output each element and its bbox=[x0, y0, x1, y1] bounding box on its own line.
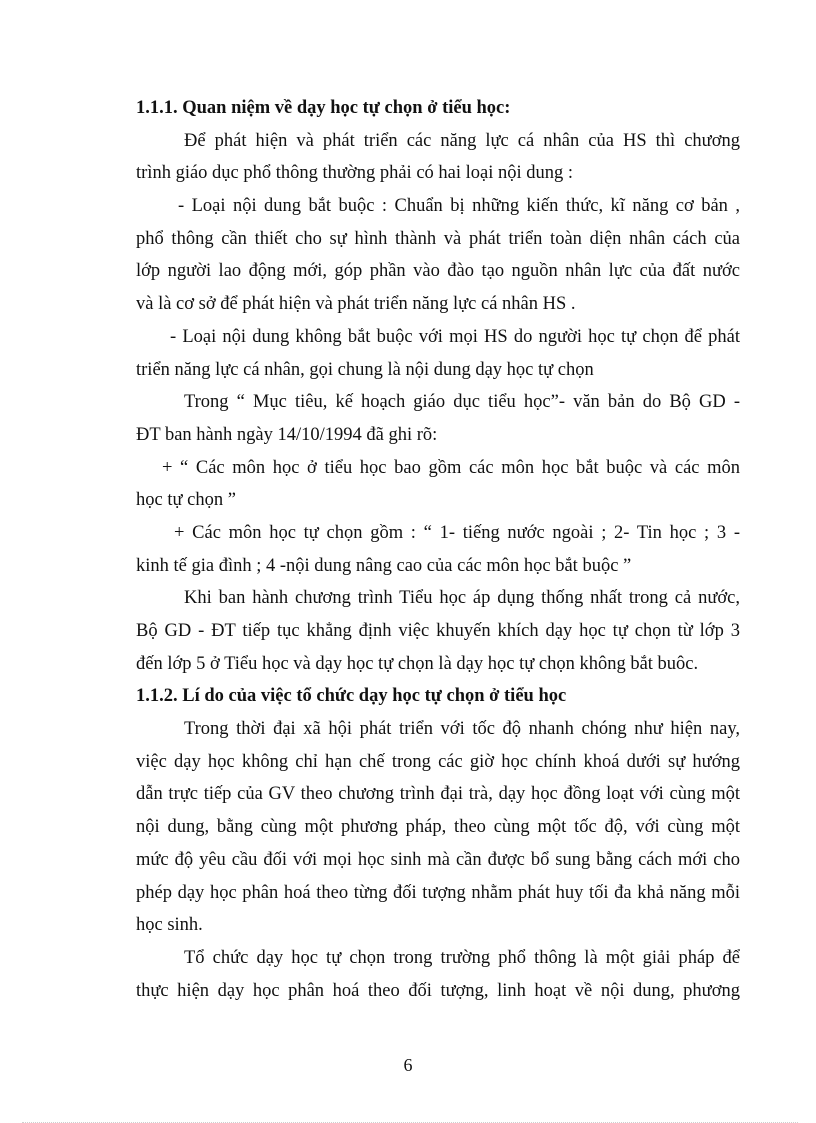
paragraph-line: Để phát hiện và phát triển các năng lực cá nhân của HS thì chương bbox=[184, 130, 740, 151]
paragraph-line: Trong thời đại xã hội phát triển với tốc độ nhanh chóng như hiện nay, bbox=[184, 719, 740, 740]
paragraph-line: Khi ban hành chương trình Tiểu học áp dụng thống nhất trong cả nước, bbox=[184, 588, 740, 609]
paragraph-line: triển năng lực cá nhân, gọi chung là nội dung dạy học tự chọn bbox=[136, 359, 594, 380]
list-item-line: - Loại nội dung không bắt buộc với mọi HS do người học tự chọn để phát bbox=[170, 326, 740, 347]
paragraph-line: học tự chọn ” bbox=[136, 490, 236, 511]
paragraph-line: Bộ GD - ĐT tiếp tục khẳng định việc khuyến khích dạy học tự chọn từ lớp 3 bbox=[136, 621, 740, 641]
paragraph-line: việc dạy học không chỉ hạn chế trong các giờ học chính khoá dưới sự hướng bbox=[136, 751, 740, 772]
paragraph-line: ĐT ban hành ngày 14/10/1994 đã ghi rõ: bbox=[136, 424, 438, 445]
document-body bbox=[136, 92, 740, 1007]
paragraph-line: lớp người lao động mới, góp phần vào đào tạo nguồn nhân lực của đất nước bbox=[136, 261, 740, 282]
list-item-line: + “ Các môn học ở tiểu học bao gồm các môn học bắt buộc và các môn bbox=[162, 457, 740, 478]
paragraph-line: học sinh. bbox=[136, 915, 203, 936]
paragraph-line: kinh tế gia đình ; 4 -nội dung nâng cao của các môn học bắt buộc ” bbox=[136, 555, 632, 576]
paragraph-line: trình giáo dục phổ thông thường phải có hai loại nội dung : bbox=[136, 163, 574, 184]
paragraph-line: phép dạy học phân hoá theo từng đối tượng nhằm phát huy tối đa khả năng mỗi bbox=[136, 882, 740, 903]
section-heading: 1.1.1. Quan niệm về dạy học tự chọn ở tiểu học: bbox=[136, 98, 511, 118]
paragraph-line: mức độ yêu cầu đối với mọi học sinh mà cần được bổ sung bằng cách mới cho bbox=[136, 849, 740, 870]
list-item-line: + Các môn học tự chọn gồm : “ 1- tiếng nước ngoài ; 2- Tin học ; 3 - bbox=[174, 522, 740, 543]
paragraph-line: Trong “ Mục tiêu, kế hoạch giáo dục tiểu học”- văn bản do Bộ GD - bbox=[184, 392, 740, 413]
paragraph-line: và là cơ sở để phát hiện và phát triển năng lực cá nhân HS . bbox=[136, 294, 576, 315]
page-number: 6 bbox=[403, 1055, 413, 1075]
section-heading: 1.1.2. Lí do của việc tổ chức dạy học tự chọn ở tiểu học bbox=[136, 686, 567, 707]
paragraph-line: đến lớp 5 ở Tiểu học và dạy học tự chọn là dạy học tự chọn không bắt buôc. bbox=[136, 653, 699, 674]
paragraph-line: dẫn trực tiếp của GV theo chương trình đại trà, dạy học đồng loạt với cùng một bbox=[136, 784, 740, 805]
list-item-line: - Loại nội dung bắt buộc : Chuẩn bị những kiến thức, kĩ năng cơ bản , bbox=[178, 196, 740, 217]
paragraph-line: Tổ chức dạy học tự chọn trong trường phổ thông là một giải pháp để bbox=[184, 947, 740, 968]
paragraph-line: phổ thông cần thiết cho sự hình thành và phát triển toàn diện nhân cách của bbox=[136, 228, 740, 249]
paragraph-line: thực hiện dạy học phân hoá theo đối tượng, linh hoạt về nội dung, phương bbox=[136, 980, 740, 1001]
paragraph-line: nội dung, bằng cùng một phương pháp, theo cùng một tốc độ, với cùng một bbox=[136, 817, 740, 838]
